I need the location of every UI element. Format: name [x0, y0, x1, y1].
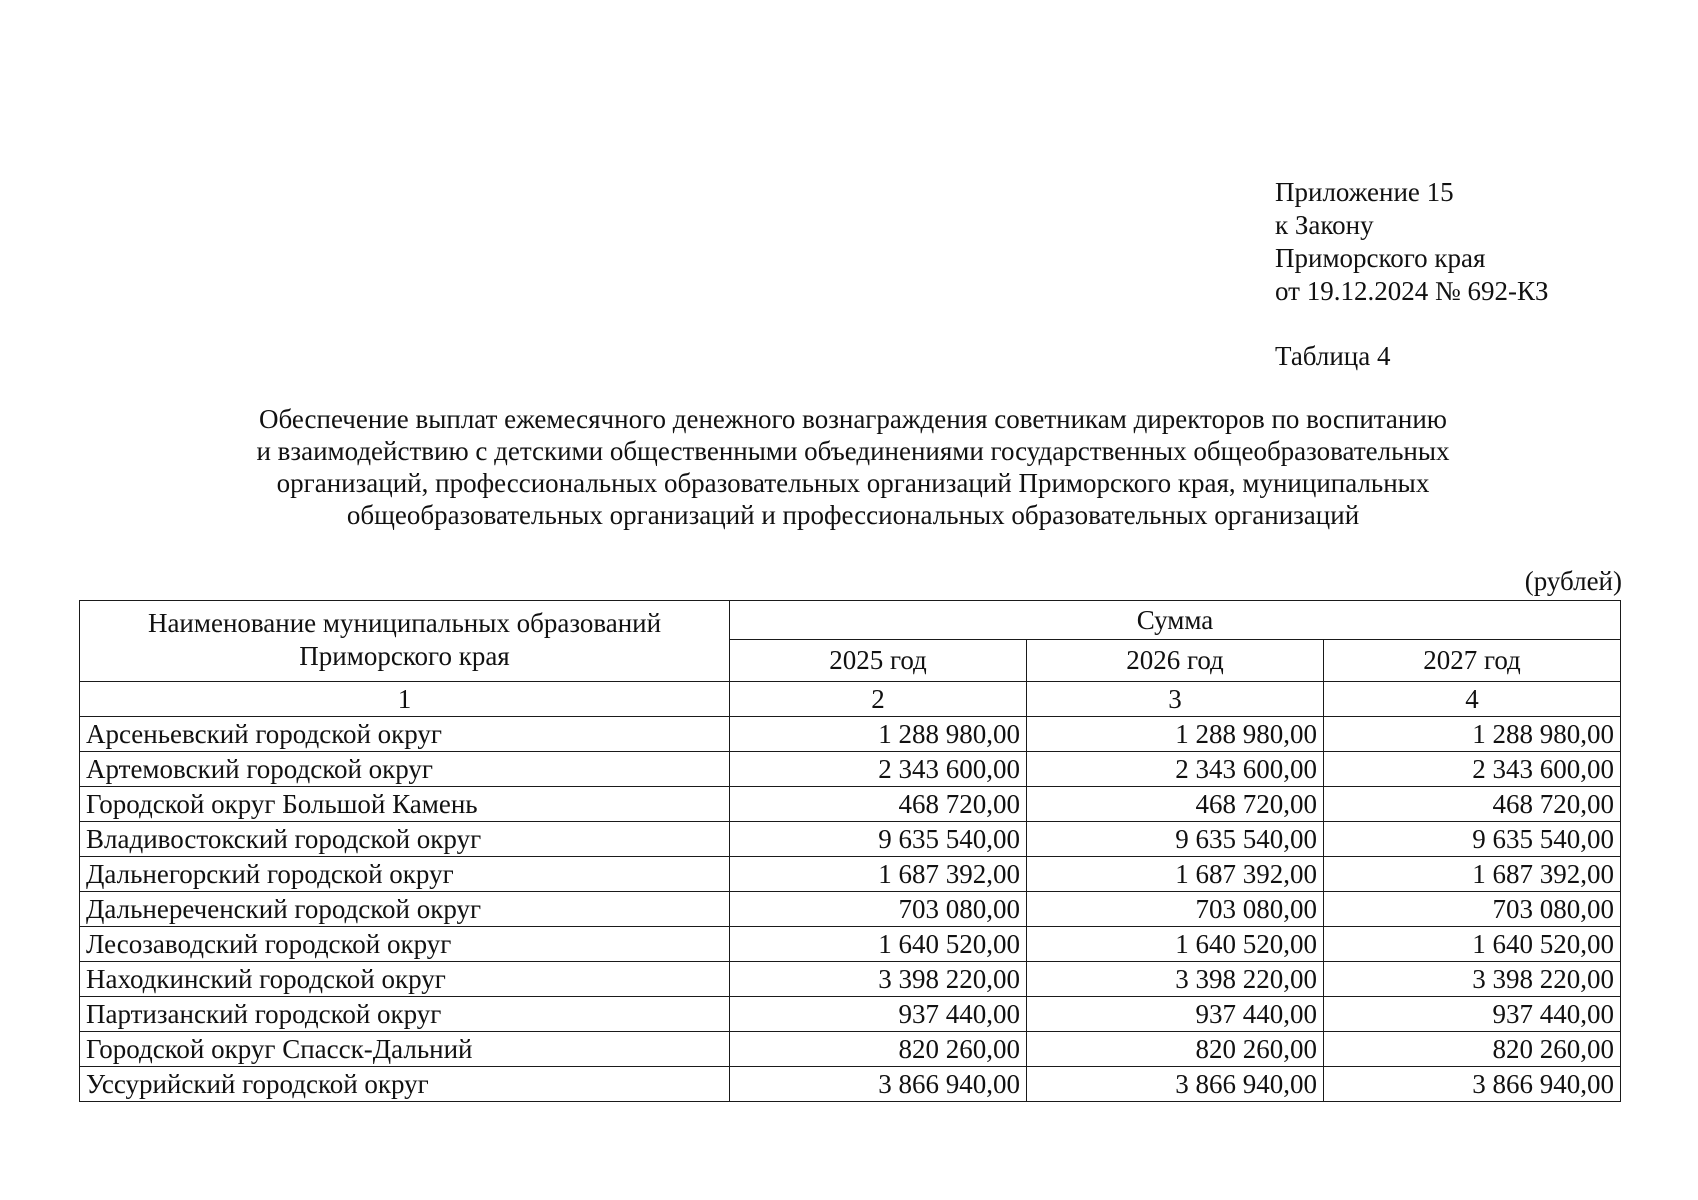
amount-2026: 468 720,00: [1027, 787, 1324, 822]
amount-2026: 9 635 540,00: [1027, 822, 1324, 857]
table-row: [80, 752, 1621, 787]
column-number-row: [80, 682, 1621, 717]
municipality-name: Владивостокский городской округ: [80, 822, 730, 857]
municipality-name: Партизанский городской округ: [80, 997, 730, 1032]
table-row: [80, 1067, 1621, 1102]
table-row: [80, 857, 1621, 892]
amount-2026: 3 398 220,00: [1027, 962, 1324, 997]
municipality-name-header: [80, 601, 730, 682]
amount-2027: 1 288 980,00: [1324, 717, 1621, 752]
amount-2027: 1 640 520,00: [1324, 927, 1621, 962]
year-header-2027: 2027 год: [1324, 640, 1621, 682]
table-row: [80, 787, 1621, 822]
amount-2025: 1 687 392,00: [730, 857, 1027, 892]
municipality-name: Городской округ Спасск-Дальний: [80, 1032, 730, 1067]
table-number-label: Таблица 4: [1275, 341, 1391, 371]
amount-2027: 1 687 392,00: [1324, 857, 1621, 892]
amount-2025: 703 080,00: [730, 892, 1027, 927]
amount-2026: 3 866 940,00: [1027, 1067, 1324, 1102]
amount-2025: 468 720,00: [730, 787, 1027, 822]
table-row: [80, 717, 1621, 752]
column-number: 3: [1027, 682, 1324, 717]
amount-2027: 2 343 600,00: [1324, 752, 1621, 787]
amount-2025: 2 343 600,00: [730, 752, 1027, 787]
table-row: [80, 927, 1621, 962]
title-line: и взаимодействию с детскими общественными объединениями государственных общеобразовательных: [256, 436, 1450, 466]
municipality-name: Городской округ Большой Камень: [80, 787, 730, 822]
amount-2026: 1 640 520,00: [1027, 927, 1324, 962]
municipality-name: Арсеньевский городской округ: [80, 717, 730, 752]
amount-2027: 3 398 220,00: [1324, 962, 1621, 997]
table-row: [80, 962, 1621, 997]
amount-2025: 1 640 520,00: [730, 927, 1027, 962]
title-line: Обеспечение выплат ежемесячного денежного вознаграждения советникам директоров по воспитанию: [259, 404, 1447, 434]
amount-2025: 820 260,00: [730, 1032, 1027, 1067]
header-line: Приморского края: [299, 641, 510, 671]
municipality-name: Дальнегорский городской округ: [80, 857, 730, 892]
amount-2025: 1 288 980,00: [730, 717, 1027, 752]
amount-2025: 937 440,00: [730, 997, 1027, 1032]
amount-2027: 468 720,00: [1324, 787, 1621, 822]
municipality-name: Находкинский городской округ: [80, 962, 730, 997]
year-header-2026: 2026 год: [1027, 640, 1324, 682]
amount-2027: 9 635 540,00: [1324, 822, 1621, 857]
amount-2027: 3 866 940,00: [1324, 1067, 1621, 1102]
amount-2025: 9 635 540,00: [730, 822, 1027, 857]
column-number: 4: [1324, 682, 1621, 717]
column-number: 1: [80, 682, 730, 717]
table-row: [80, 822, 1621, 857]
amount-2026: 703 080,00: [1027, 892, 1324, 927]
header-line: Наименование муниципальных образований: [147, 608, 662, 638]
funding-table: [79, 600, 1621, 1102]
appendix-line: Приложение 15: [1275, 177, 1454, 207]
appendix-line: Приморского края: [1275, 243, 1486, 273]
amount-2026: 937 440,00: [1027, 997, 1324, 1032]
table-row: [80, 892, 1621, 927]
municipality-name: Дальнереченский городской округ: [80, 892, 730, 927]
amount-2027: 937 440,00: [1324, 997, 1621, 1032]
amount-2027: 703 080,00: [1324, 892, 1621, 927]
amount-2027: 820 260,00: [1324, 1032, 1621, 1067]
column-number: 2: [730, 682, 1027, 717]
year-header-2025: 2025 год: [730, 640, 1027, 682]
municipality-name: Лесозаводский городской округ: [80, 927, 730, 962]
table-row: [80, 1032, 1621, 1067]
amount-2026: 1 288 980,00: [1027, 717, 1324, 752]
title-line: организаций, профессиональных образовательных организаций Приморского края, муниципальных: [276, 468, 1430, 498]
amount-2026: 2 343 600,00: [1027, 752, 1324, 787]
municipality-name: Уссурийский городской округ: [80, 1067, 730, 1102]
table-row: [80, 997, 1621, 1032]
appendix-line: к Закону: [1275, 210, 1374, 240]
document-title: [160, 403, 1546, 531]
amount-2026: 1 687 392,00: [1027, 857, 1324, 892]
title-line: общеобразовательных организаций и профессиональных образовательных организаций: [346, 500, 1360, 530]
appendix-line: от 19.12.2024 № 692-КЗ: [1275, 276, 1549, 306]
amount-2025: 3 866 940,00: [730, 1067, 1027, 1102]
amount-2025: 3 398 220,00: [730, 962, 1027, 997]
appendix-reference: [1275, 176, 1548, 308]
units-label: (рублей): [1524, 566, 1622, 596]
amount-2026: 820 260,00: [1027, 1032, 1324, 1067]
municipality-name: Артемовский городской округ: [80, 752, 730, 787]
sum-header: Сумма: [730, 601, 1621, 640]
